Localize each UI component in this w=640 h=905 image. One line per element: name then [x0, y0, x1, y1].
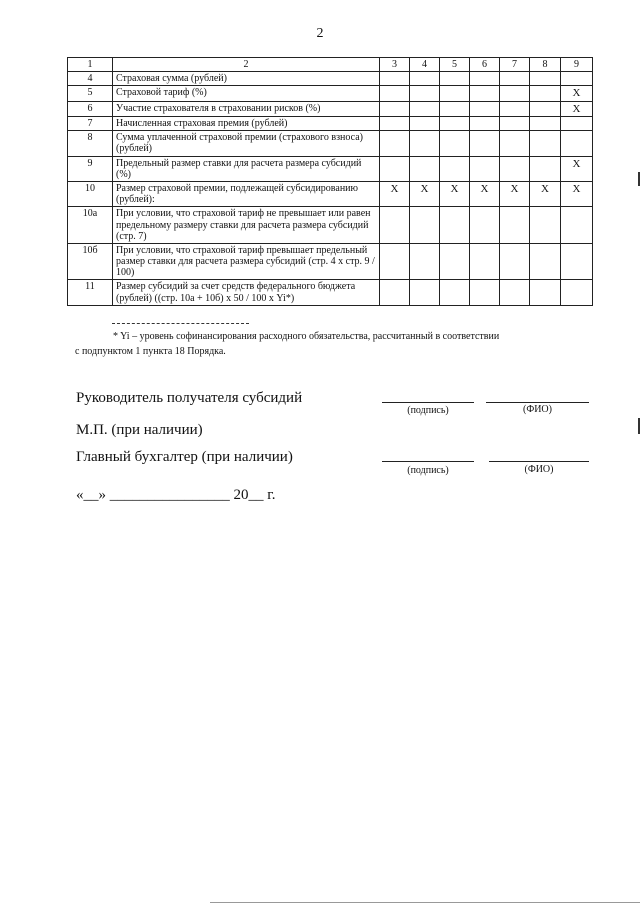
- row-value-cell: [500, 280, 530, 305]
- row-value-cell: [530, 117, 561, 131]
- row-number: 5: [68, 86, 113, 101]
- row-description: Размер субсидий за счет средств федерального бюджета (рублей) ((стр. 10а + 10б) х 50 / 100 х Yi*): [113, 280, 380, 305]
- row-value-cell: [561, 280, 593, 305]
- row-value-cell: [440, 156, 470, 181]
- row-value-cell: [561, 131, 593, 156]
- table-header-cell: 4: [410, 58, 440, 72]
- row-value-cell: [500, 243, 530, 280]
- row-value-cell: [530, 243, 561, 280]
- footnote-line-2: с подпунктом 1 пункта 18 Порядка.: [75, 346, 226, 357]
- row-value-cell: [380, 280, 410, 305]
- row-description: Страховая сумма (рублей): [113, 72, 380, 86]
- row-value-cell: [500, 207, 530, 244]
- row-value-cell: [410, 280, 440, 305]
- subsidy-calculation-table: [67, 57, 593, 306]
- row-value-cell: X: [500, 181, 530, 206]
- row-value-cell: [530, 72, 561, 86]
- table-header-cell: 5: [440, 58, 470, 72]
- table-header-row: [68, 58, 593, 72]
- row-value-cell: [410, 72, 440, 86]
- row-number: 6: [68, 101, 113, 116]
- row-value-cell: [470, 86, 500, 101]
- table-row: [68, 156, 593, 181]
- row-value-cell: X: [470, 181, 500, 206]
- row-value-cell: X: [561, 86, 593, 101]
- row-value-cell: [440, 117, 470, 131]
- row-value-cell: [410, 131, 440, 156]
- head-name-line: [486, 402, 589, 403]
- row-value-cell: X: [561, 101, 593, 116]
- table-row: [68, 243, 593, 280]
- scan-bottom-edge: [210, 902, 640, 903]
- row-value-cell: X: [440, 181, 470, 206]
- accountant-signature-label: Главный бухгалтер (при наличии): [76, 449, 293, 465]
- head-name-caption: (ФИО): [522, 404, 552, 415]
- row-value-cell: [440, 207, 470, 244]
- accountant-name-caption: (ФИО): [524, 464, 554, 475]
- row-value-cell: [561, 243, 593, 280]
- row-value-cell: [530, 86, 561, 101]
- footnote-line-1: * Yi – уровень софинансирования расходного обязательства, рассчитанный в соответствии: [113, 331, 500, 342]
- row-number: 4: [68, 72, 113, 86]
- row-value-cell: X: [561, 181, 593, 206]
- row-value-cell: X: [410, 181, 440, 206]
- row-value-cell: [410, 207, 440, 244]
- row-description: Начисленная страховая премия (рублей): [113, 117, 380, 131]
- row-value-cell: [561, 117, 593, 131]
- row-value-cell: [470, 117, 500, 131]
- row-description: Участие страхователя в страховании рисков (%): [113, 101, 380, 116]
- accountant-signature-line: [382, 461, 474, 462]
- table-header-cell: 1: [68, 58, 113, 72]
- row-description: Сумма уплаченной страховой премии (страхового взноса) (рублей): [113, 131, 380, 156]
- row-value-cell: [380, 131, 410, 156]
- table-header-cell: 2: [113, 58, 380, 72]
- row-value-cell: [380, 117, 410, 131]
- row-value-cell: [410, 156, 440, 181]
- row-value-cell: [440, 86, 470, 101]
- table-header-cell: 9: [561, 58, 593, 72]
- row-value-cell: [380, 207, 410, 244]
- row-value-cell: [470, 101, 500, 116]
- row-value-cell: X: [530, 181, 561, 206]
- table-row: [68, 280, 593, 305]
- row-value-cell: [410, 243, 440, 280]
- row-value-cell: [410, 101, 440, 116]
- row-number: 10а: [68, 207, 113, 244]
- row-value-cell: [380, 72, 410, 86]
- row-value-cell: [530, 207, 561, 244]
- row-value-cell: [410, 117, 440, 131]
- footnote-separator: [112, 323, 249, 324]
- table-row: [68, 101, 593, 116]
- row-value-cell: [561, 207, 593, 244]
- row-value-cell: [500, 101, 530, 116]
- row-value-cell: [561, 72, 593, 86]
- row-value-cell: [380, 86, 410, 101]
- date-line: «__» ________________ 20__ г.: [76, 487, 276, 503]
- row-number: 9: [68, 156, 113, 181]
- footnote: [75, 329, 593, 359]
- head-signature-caption: (подпись): [407, 405, 449, 416]
- row-value-cell: [470, 207, 500, 244]
- row-number: 10б: [68, 243, 113, 280]
- table-header-cell: 6: [470, 58, 500, 72]
- row-value-cell: [470, 72, 500, 86]
- page-number: 2: [316, 26, 324, 41]
- row-value-cell: [530, 156, 561, 181]
- row-value-cell: [470, 131, 500, 156]
- row-value-cell: [440, 101, 470, 116]
- row-value-cell: X: [380, 181, 410, 206]
- row-value-cell: [440, 280, 470, 305]
- row-number: 8: [68, 131, 113, 156]
- table-row: [68, 131, 593, 156]
- row-value-cell: [470, 156, 500, 181]
- row-value-cell: [470, 243, 500, 280]
- row-value-cell: [530, 280, 561, 305]
- row-value-cell: [500, 86, 530, 101]
- seal-label: М.П. (при наличии): [76, 422, 203, 438]
- table-header-cell: 7: [500, 58, 530, 72]
- row-value-cell: [440, 72, 470, 86]
- table-row: [68, 86, 593, 101]
- row-number: 7: [68, 117, 113, 131]
- accountant-name-line: [489, 461, 589, 462]
- row-value-cell: [470, 280, 500, 305]
- row-value-cell: [500, 131, 530, 156]
- accountant-signature-caption: (подпись): [407, 465, 449, 476]
- row-value-cell: X: [561, 156, 593, 181]
- table-row: [68, 117, 593, 131]
- row-value-cell: [500, 72, 530, 86]
- row-value-cell: [530, 131, 561, 156]
- row-description: Размер страховой премии, подлежащей субсидированию (рублей):: [113, 181, 380, 206]
- row-number: 10: [68, 181, 113, 206]
- row-value-cell: [440, 131, 470, 156]
- row-description: При условии, что страховой тариф превышает предельный размер ставки для расчета размера субсидий (стр. 4 х стр. 9 / 100): [113, 243, 380, 280]
- head-signature-label: Руководитель получателя субсидий: [76, 390, 303, 406]
- row-value-cell: [530, 101, 561, 116]
- row-value-cell: [410, 86, 440, 101]
- row-value-cell: [500, 117, 530, 131]
- row-value-cell: [440, 243, 470, 280]
- row-value-cell: [500, 156, 530, 181]
- row-value-cell: [380, 156, 410, 181]
- row-description: Страховой тариф (%): [113, 86, 380, 101]
- table-header-cell: 8: [530, 58, 561, 72]
- row-value-cell: [380, 243, 410, 280]
- row-description: При условии, что страховой тариф не превышает или равен предельному размеру ставки для расчета размера субсидий (стр. 7): [113, 207, 380, 244]
- head-signature-line: [382, 402, 474, 403]
- row-description: Предельный размер ставки для расчета размера субсидий (%): [113, 156, 380, 181]
- row-value-cell: [380, 101, 410, 116]
- table-row: [68, 181, 593, 206]
- row-number: 11: [68, 280, 113, 305]
- table-row: [68, 72, 593, 86]
- table-row: [68, 207, 593, 244]
- table-header-cell: 3: [380, 58, 410, 72]
